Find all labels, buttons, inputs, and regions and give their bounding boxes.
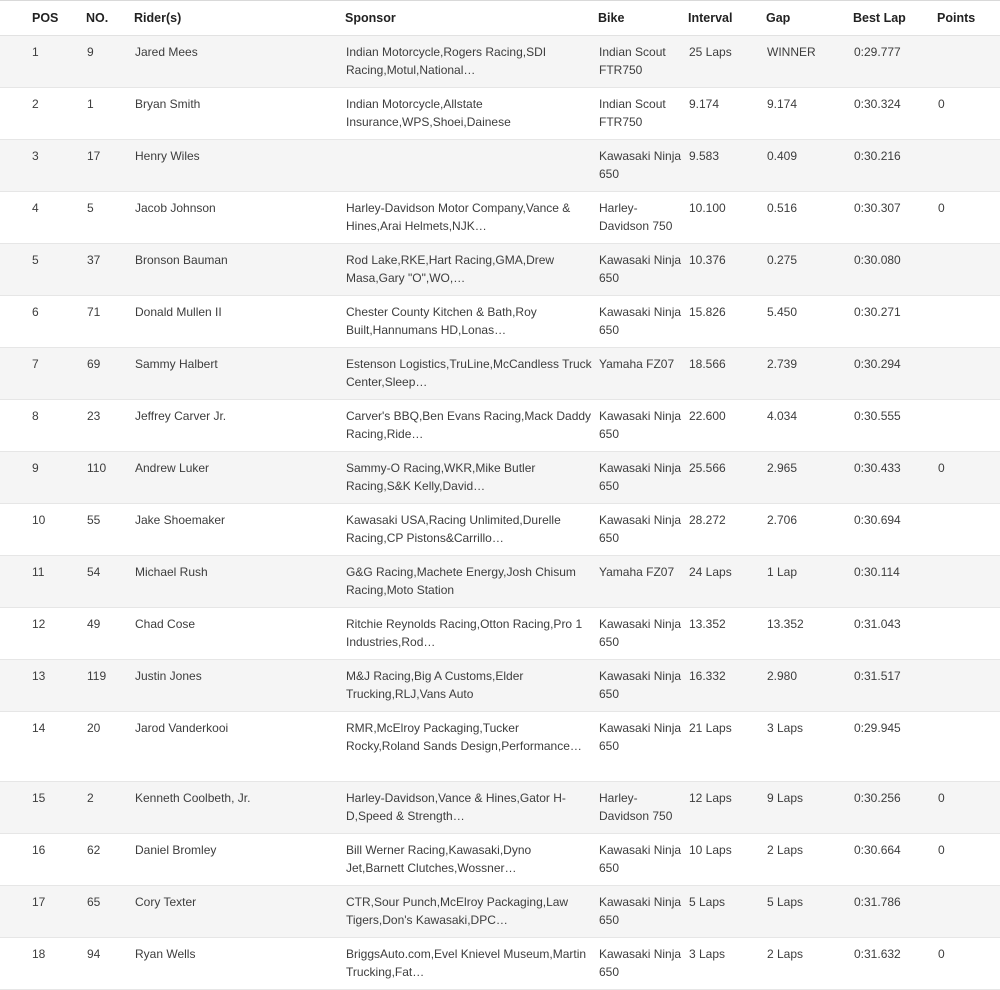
interval-cell: 25.566 xyxy=(688,452,766,504)
bike-cell: Harley-Davidson 750 xyxy=(598,192,688,244)
bike-cell: Kawasaki Ninja 650 xyxy=(598,296,688,348)
col-header-bike[interactable]: Bike xyxy=(598,1,688,36)
rider-cell: Bryan Smith xyxy=(134,88,345,140)
position-cell: 7 xyxy=(0,348,86,400)
number-cell: 110 xyxy=(86,452,134,504)
rider-cell: Henry Wiles xyxy=(134,140,345,192)
points-cell: 0 xyxy=(937,452,1000,504)
bike-cell: Kawasaki Ninja 650 xyxy=(598,938,688,990)
bike-cell: Kawasaki Ninja 650 xyxy=(598,886,688,938)
interval-cell: 12 Laps xyxy=(688,782,766,834)
best-lap-cell: 0:31.517 xyxy=(853,660,937,712)
rider-cell: Ryan Wells xyxy=(134,938,345,990)
best-lap-cell: 0:30.080 xyxy=(853,244,937,296)
best-lap-cell: 0:30.256 xyxy=(853,782,937,834)
rider-cell: Michael Rush xyxy=(134,556,345,608)
gap-cell: 2.965 xyxy=(766,452,853,504)
best-lap-cell: 0:30.271 xyxy=(853,296,937,348)
results-table xyxy=(0,1,1000,990)
sponsor-cell: Estenson Logistics,TruLine,McCandless Truck Center,Sleep… xyxy=(345,348,598,400)
sponsor-cell: Indian Motorcycle,Rogers Racing,SDI Racing,Motul,National… xyxy=(345,36,598,88)
gap-cell: 9.174 xyxy=(766,88,853,140)
interval-cell: 16.332 xyxy=(688,660,766,712)
best-lap-cell: 0:30.555 xyxy=(853,400,937,452)
position-cell: 15 xyxy=(0,782,86,834)
points-cell: 0 xyxy=(937,192,1000,244)
interval-cell: 3 Laps xyxy=(688,938,766,990)
table-row[interactable] xyxy=(0,244,1000,296)
number-cell: 62 xyxy=(86,834,134,886)
rider-cell: Jarod Vanderkooi xyxy=(134,712,345,782)
sponsor-cell: G&G Racing,Machete Energy,Josh Chisum Racing,Moto Station xyxy=(345,556,598,608)
rider-cell: Bronson Bauman xyxy=(134,244,345,296)
col-header-rider[interactable]: Rider(s) xyxy=(134,1,345,36)
bike-cell: Indian Scout FTR750 xyxy=(598,88,688,140)
bike-cell: Kawasaki Ninja 650 xyxy=(598,140,688,192)
best-lap-cell: 0:30.324 xyxy=(853,88,937,140)
table-row[interactable] xyxy=(0,938,1000,990)
best-lap-cell: 0:31.786 xyxy=(853,886,937,938)
rider-cell: Daniel Bromley xyxy=(134,834,345,886)
number-cell: 69 xyxy=(86,348,134,400)
sponsor-cell: CTR,Sour Punch,McElroy Packaging,Law Tigers,Don's Kawasaki,DPC… xyxy=(345,886,598,938)
best-lap-cell: 0:30.294 xyxy=(853,348,937,400)
points-cell xyxy=(937,296,1000,348)
number-cell: 94 xyxy=(86,938,134,990)
points-cell xyxy=(937,400,1000,452)
gap-cell: 5.450 xyxy=(766,296,853,348)
position-cell: 16 xyxy=(0,834,86,886)
gap-cell: 0.409 xyxy=(766,140,853,192)
position-cell: 14 xyxy=(0,712,86,782)
points-cell xyxy=(937,886,1000,938)
interval-cell: 22.600 xyxy=(688,400,766,452)
interval-cell: 10.100 xyxy=(688,192,766,244)
bike-cell: Kawasaki Ninja 650 xyxy=(598,504,688,556)
interval-cell: 13.352 xyxy=(688,608,766,660)
gap-cell: 3 Laps xyxy=(766,712,853,782)
table-row[interactable] xyxy=(0,834,1000,886)
gap-cell: WINNER xyxy=(766,36,853,88)
table-row[interactable] xyxy=(0,556,1000,608)
bike-cell: Kawasaki Ninja 650 xyxy=(598,452,688,504)
interval-cell: 24 Laps xyxy=(688,556,766,608)
position-cell: 12 xyxy=(0,608,86,660)
gap-cell: 2.739 xyxy=(766,348,853,400)
table-row[interactable] xyxy=(0,782,1000,834)
points-cell xyxy=(937,556,1000,608)
table-row[interactable] xyxy=(0,36,1000,88)
sponsor-cell: Carver's BBQ,Ben Evans Racing,Mack Daddy Racing,Ride… xyxy=(345,400,598,452)
rider-cell: Jacob Johnson xyxy=(134,192,345,244)
rider-cell: Chad Cose xyxy=(134,608,345,660)
number-cell: 49 xyxy=(86,608,134,660)
table-row[interactable] xyxy=(0,504,1000,556)
sponsor-cell: Sammy-O Racing,WKR,Mike Butler Racing,S&K Kelly,David… xyxy=(345,452,598,504)
rider-cell: Cory Texter xyxy=(134,886,345,938)
number-cell: 5 xyxy=(86,192,134,244)
bike-cell: Harley-Davidson 750 xyxy=(598,782,688,834)
points-cell xyxy=(937,140,1000,192)
sponsor-cell xyxy=(345,140,598,192)
position-cell: 4 xyxy=(0,192,86,244)
position-cell: 13 xyxy=(0,660,86,712)
table-row[interactable] xyxy=(0,608,1000,660)
position-cell: 1 xyxy=(0,36,86,88)
points-cell xyxy=(937,244,1000,296)
interval-cell: 18.566 xyxy=(688,348,766,400)
interval-cell: 21 Laps xyxy=(688,712,766,782)
best-lap-cell: 0:31.043 xyxy=(853,608,937,660)
bike-cell: Kawasaki Ninja 650 xyxy=(598,660,688,712)
points-cell xyxy=(937,36,1000,88)
rider-cell: Donald Mullen II xyxy=(134,296,345,348)
bike-cell: Kawasaki Ninja 650 xyxy=(598,608,688,660)
interval-cell: 15.826 xyxy=(688,296,766,348)
best-lap-cell: 0:30.307 xyxy=(853,192,937,244)
rider-cell: Jeffrey Carver Jr. xyxy=(134,400,345,452)
interval-cell: 25 Laps xyxy=(688,36,766,88)
bike-cell: Kawasaki Ninja 650 xyxy=(598,712,688,782)
gap-cell: 2 Laps xyxy=(766,938,853,990)
number-cell: 37 xyxy=(86,244,134,296)
number-cell: 2 xyxy=(86,782,134,834)
gap-cell: 0.516 xyxy=(766,192,853,244)
position-cell: 10 xyxy=(0,504,86,556)
gap-cell: 5 Laps xyxy=(766,886,853,938)
number-cell: 119 xyxy=(86,660,134,712)
number-cell: 20 xyxy=(86,712,134,782)
bike-cell: Kawasaki Ninja 650 xyxy=(598,834,688,886)
results-body xyxy=(0,36,1000,990)
table-row[interactable] xyxy=(0,348,1000,400)
best-lap-cell: 0:30.216 xyxy=(853,140,937,192)
sponsor-cell: BriggsAuto.com,Evel Knievel Museum,Martin Trucking,Fat… xyxy=(345,938,598,990)
sponsor-cell: Harley-Davidson Motor Company,Vance & Hines,Arai Helmets,NJK… xyxy=(345,192,598,244)
table-row[interactable] xyxy=(0,88,1000,140)
best-lap-cell: 0:30.114 xyxy=(853,556,937,608)
position-cell: 9 xyxy=(0,452,86,504)
table-row[interactable] xyxy=(0,400,1000,452)
bike-cell: Yamaha FZ07 xyxy=(598,348,688,400)
points-cell xyxy=(937,712,1000,782)
col-header-number[interactable]: NO. xyxy=(86,1,134,36)
best-lap-cell: 0:30.664 xyxy=(853,834,937,886)
gap-cell: 2.706 xyxy=(766,504,853,556)
position-cell: 11 xyxy=(0,556,86,608)
number-cell: 71 xyxy=(86,296,134,348)
interval-cell: 9.174 xyxy=(688,88,766,140)
rider-cell: Sammy Halbert xyxy=(134,348,345,400)
rider-cell: Jared Mees xyxy=(134,36,345,88)
position-cell: 17 xyxy=(0,886,86,938)
gap-cell: 2.980 xyxy=(766,660,853,712)
number-cell: 23 xyxy=(86,400,134,452)
gap-cell: 13.352 xyxy=(766,608,853,660)
points-cell xyxy=(937,504,1000,556)
bike-cell: Indian Scout FTR750 xyxy=(598,36,688,88)
table-row[interactable] xyxy=(0,712,1000,782)
number-cell: 55 xyxy=(86,504,134,556)
gap-cell: 4.034 xyxy=(766,400,853,452)
interval-cell: 10 Laps xyxy=(688,834,766,886)
col-header-pos[interactable]: POS xyxy=(0,1,86,36)
gap-cell: 1 Lap xyxy=(766,556,853,608)
best-lap-cell: 0:29.945 xyxy=(853,712,937,782)
best-lap-cell: 0:30.433 xyxy=(853,452,937,504)
sponsor-cell: Harley-Davidson,Vance & Hines,Gator H-D,Speed & Strength… xyxy=(345,782,598,834)
sponsor-cell: M&J Racing,Big A Customs,Elder Trucking,RLJ,Vans Auto xyxy=(345,660,598,712)
best-lap-cell: 0:29.777 xyxy=(853,36,937,88)
sponsor-cell: Rod Lake,RKE,Hart Racing,GMA,Drew Masa,Gary "O",WO,… xyxy=(345,244,598,296)
col-header-interval[interactable]: Interval xyxy=(688,1,766,36)
points-cell xyxy=(937,608,1000,660)
number-cell: 65 xyxy=(86,886,134,938)
sponsor-cell: RMR,McElroy Packaging,Tucker Rocky,Roland Sands Design,Performance… xyxy=(345,712,598,782)
position-cell: 2 xyxy=(0,88,86,140)
sponsor-cell: Bill Werner Racing,Kawasaki,Dyno Jet,Barnett Clutches,Wossner… xyxy=(345,834,598,886)
points-cell: 0 xyxy=(937,88,1000,140)
position-cell: 8 xyxy=(0,400,86,452)
bike-cell: Kawasaki Ninja 650 xyxy=(598,400,688,452)
gap-cell: 9 Laps xyxy=(766,782,853,834)
bike-cell: Kawasaki Ninja 650 xyxy=(598,244,688,296)
position-cell: 3 xyxy=(0,140,86,192)
interval-cell: 28.272 xyxy=(688,504,766,556)
header-row xyxy=(0,1,1000,36)
sponsor-cell: Indian Motorcycle,Allstate Insurance,WPS,Shoei,Dainese xyxy=(345,88,598,140)
points-cell: 0 xyxy=(937,938,1000,990)
rider-cell: Jake Shoemaker xyxy=(134,504,345,556)
position-cell: 5 xyxy=(0,244,86,296)
sponsor-cell: Chester County Kitchen & Bath,Roy Built,Hannumans HD,Lonas… xyxy=(345,296,598,348)
interval-cell: 10.376 xyxy=(688,244,766,296)
interval-cell: 5 Laps xyxy=(688,886,766,938)
rider-cell: Justin Jones xyxy=(134,660,345,712)
number-cell: 17 xyxy=(86,140,134,192)
col-header-best-lap[interactable]: Best Lap xyxy=(853,1,937,36)
rider-cell: Andrew Luker xyxy=(134,452,345,504)
table-row[interactable] xyxy=(0,660,1000,712)
number-cell: 1 xyxy=(86,88,134,140)
sponsor-cell: Ritchie Reynolds Racing,Otton Racing,Pro 1 Industries,Rod… xyxy=(345,608,598,660)
points-cell xyxy=(937,660,1000,712)
interval-cell: 9.583 xyxy=(688,140,766,192)
sponsor-cell: Kawasaki USA,Racing Unlimited,Durelle Racing,CP Pistons&Carrillo… xyxy=(345,504,598,556)
best-lap-cell: 0:30.694 xyxy=(853,504,937,556)
table-row[interactable] xyxy=(0,296,1000,348)
table-row[interactable] xyxy=(0,192,1000,244)
points-cell xyxy=(937,348,1000,400)
table-row[interactable] xyxy=(0,140,1000,192)
gap-cell: 2 Laps xyxy=(766,834,853,886)
table-row[interactable] xyxy=(0,886,1000,938)
number-cell: 54 xyxy=(86,556,134,608)
rider-cell: Kenneth Coolbeth, Jr. xyxy=(134,782,345,834)
gap-cell: 0.275 xyxy=(766,244,853,296)
position-cell: 6 xyxy=(0,296,86,348)
position-cell: 18 xyxy=(0,938,86,990)
table-row[interactable] xyxy=(0,452,1000,504)
best-lap-cell: 0:31.632 xyxy=(853,938,937,990)
col-header-sponsor[interactable]: Sponsor xyxy=(345,1,598,36)
col-header-points[interactable]: Points xyxy=(937,1,1000,36)
points-cell: 0 xyxy=(937,834,1000,886)
col-header-gap[interactable]: Gap xyxy=(766,1,853,36)
points-cell: 0 xyxy=(937,782,1000,834)
number-cell: 9 xyxy=(86,36,134,88)
bike-cell: Yamaha FZ07 xyxy=(598,556,688,608)
